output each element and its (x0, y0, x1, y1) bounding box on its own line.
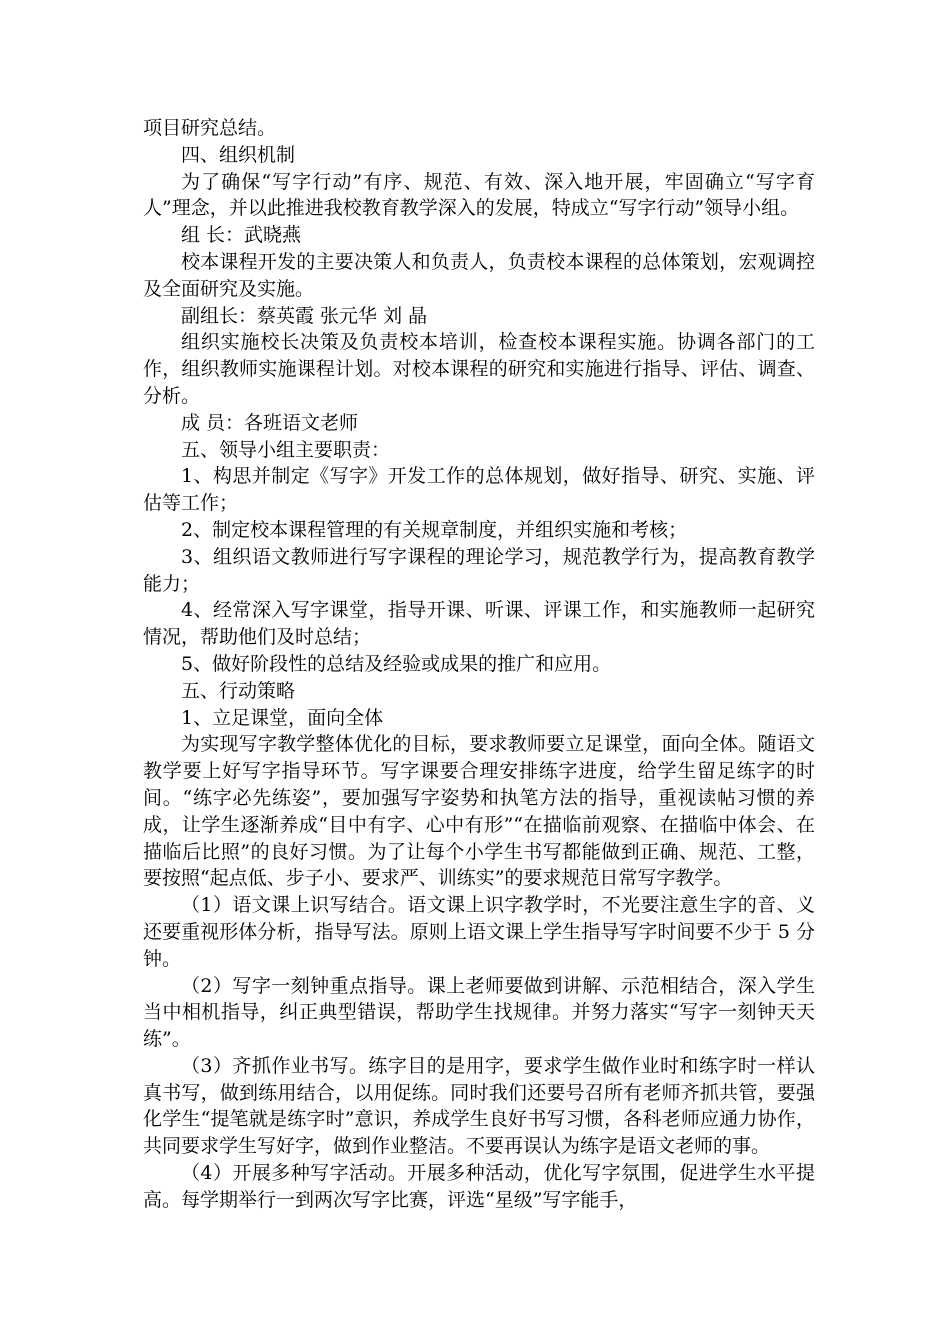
list-item: 5、做好阶段性的总结及经验或成果的推广和应用。 (181, 652, 612, 675)
list-item: 4、经常深入写字课堂，指导开课、听课、评课工作，和实施教师一起研究情况，帮助他们及时总结； (143, 599, 815, 649)
paragraph: 成 员：各班语文老师 (181, 411, 359, 434)
paragraph: 为了确保“写字行动”有序、规范、有效、深入地开展，牢固确立“写字育人”理念，并以此推进我校教育教学深入的发展，特成立“写字行动”领导小组。 (143, 170, 815, 220)
section-heading: 五、行动策略 (181, 679, 296, 702)
paragraph: 组织实施校长决策及负责校本培训，检查校本课程实施。协调各部门的工作，组织教师实施课程计划。对校本课程的研究和实施进行指导、评估、调查、分析。 (143, 331, 815, 407)
document-body (143, 115, 815, 1214)
paragraph: 项目研究总结。 (143, 117, 277, 139)
subsection-heading: 1、立足课堂，面向全体 (181, 706, 384, 729)
list-item: 1、构思并制定《写字》开发工作的总体规划，做好指导、研究、实施、评估等工作； (143, 465, 815, 515)
paragraph: 组 长：武晓燕 (181, 224, 302, 247)
section-heading: 四、组织机制 (181, 143, 296, 166)
paragraph: （4）开展多种写字活动。开展多种活动，优化写字氛围，促进学生水平提高。每学期举行一到两次写字比赛，评选“星级”写字能手， (143, 1162, 815, 1211)
list-item: 2、制定校本课程管理的有关规章制度，并组织实施和考核； (181, 518, 688, 541)
paragraph: 为实现写字教学整体优化的目标，要求教师要立足课堂，面向全体。随语文教学要上好写字指导环节。写字课要合理安排练字进度，给学生留足练字的时间。“练字必先练姿”，要加强写字姿势和执笔方法的指导，重视读帖习惯的养成，让学生逐渐养成“目中有字、心中有形”“在描临前观察、在描临中体会、在描临后比照”的良好习惯。为了让每个小学生书写都能做到正确、规范、工整，要按照“起点低、步子小、要求严、训练实”的要求规范日常写字教学。 (143, 733, 815, 890)
paragraph: （1）语文课上识写结合。语文课上识字教学时，不光要注意生字的音、义还要重视形体分析，指导写法。原则上语文课上学生指导写字时间要不少于 5 分钟。 (143, 894, 815, 970)
paragraph: 副组长：蔡英霞 张元华 刘 晶 (181, 304, 428, 327)
section-heading: 五、领导小组主要职责： (181, 438, 391, 461)
paragraph: （2）写字一刻钟重点指导。课上老师要做到讲解、示范相结合，深入学生当中相机指导，纠正典型错误，帮助学生找规律。并努力落实“写字一刻钟天天练”。 (143, 974, 815, 1051)
paragraph: （3）齐抓作业书写。练字目的是用字，要求学生做作业时和练字时一样认真书写，做到练用结合，以用促练。同时我们还要号召所有老师齐抓共管，要强化学生“提笔就是练字时”意识，养成学生良好书写习惯，各科老师应通力协作，共同要求学生写好字，做到作业整洁。不要再误认为练字是语文老师的事。 (143, 1054, 815, 1158)
paragraph: 校本课程开发的主要决策人和负责人，负责校本课程的总体策划，宏观调控及全面研究及实施。 (143, 250, 815, 300)
list-item: 3、组织语文教师进行写字课程的理论学习，规范教学行为，提高教育教学能力； (143, 545, 815, 595)
